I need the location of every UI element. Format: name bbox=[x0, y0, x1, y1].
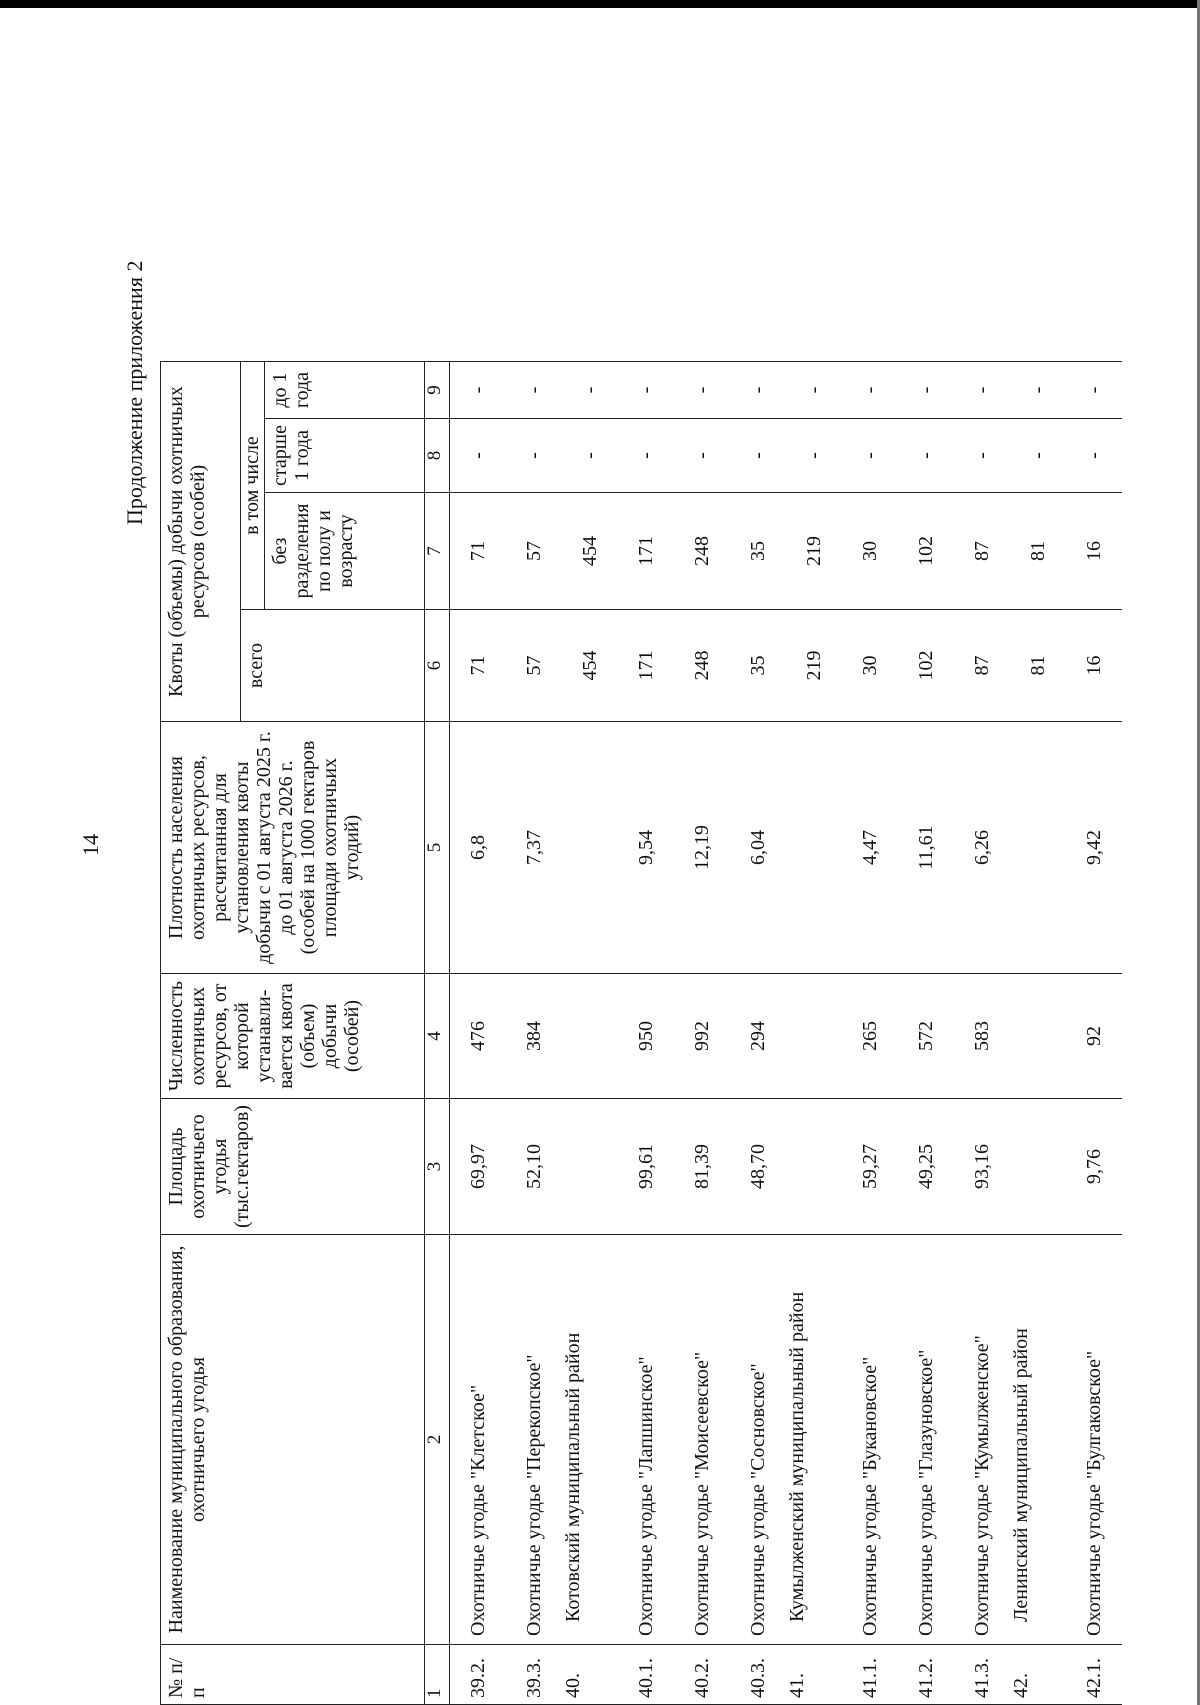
row-number: 40.2. bbox=[674, 1645, 730, 1705]
row-count: 950 bbox=[618, 974, 674, 1099]
index-cell: 9 bbox=[425, 362, 450, 419]
table-row bbox=[954, 362, 1010, 1705]
row-nodiv: 219 bbox=[786, 493, 842, 610]
row-count: 572 bbox=[898, 974, 954, 1099]
row-total: 219 bbox=[786, 610, 842, 722]
row-total: 81 bbox=[1010, 610, 1066, 722]
index-cell: 2 bbox=[425, 1235, 450, 1645]
table-row bbox=[1066, 362, 1122, 1705]
row-total: 87 bbox=[954, 610, 1010, 722]
row-nodiv: 102 bbox=[898, 493, 954, 610]
header-quota-group: Квоты (объемы) добычи охотничьих ресурсов (особей) bbox=[161, 362, 241, 722]
row-area: 9,76 bbox=[1066, 1099, 1122, 1235]
row-nodiv: 171 bbox=[618, 493, 674, 610]
row-nodiv: 57 bbox=[506, 493, 562, 610]
row-density: 11,61 bbox=[898, 722, 954, 974]
row-name: Ленинский муниципальный район bbox=[1010, 1235, 1066, 1645]
row-older: - bbox=[1066, 419, 1122, 493]
quota-table bbox=[160, 361, 1122, 1705]
row-density: 9,42 bbox=[1066, 722, 1122, 974]
row-area bbox=[562, 1099, 618, 1235]
row-young: - bbox=[674, 362, 730, 419]
row-older: - bbox=[842, 419, 898, 493]
index-row bbox=[425, 362, 450, 1705]
row-area bbox=[786, 1099, 842, 1235]
row-young: - bbox=[506, 362, 562, 419]
index-cell: 5 bbox=[425, 722, 450, 974]
row-density: 12,19 bbox=[674, 722, 730, 974]
row-count: 265 bbox=[842, 974, 898, 1099]
index-cell: 1 bbox=[425, 1645, 450, 1705]
row-number: 40.1. bbox=[618, 1645, 674, 1705]
row-area: 99,61 bbox=[618, 1099, 674, 1235]
row-density: 7,37 bbox=[506, 722, 562, 974]
row-name: Охотничье угодье "Лапшинское" bbox=[618, 1235, 674, 1645]
row-older: - bbox=[618, 419, 674, 493]
header-area: Площадь охотничьего угодья (тыс.гектаров) bbox=[161, 1099, 425, 1235]
table-row bbox=[786, 362, 842, 1705]
row-young: - bbox=[786, 362, 842, 419]
row-name: Охотничье угодье "Сосновское" bbox=[730, 1235, 786, 1645]
row-name: Охотничье угодье "Кумылженское" bbox=[954, 1235, 1010, 1645]
table-row bbox=[618, 362, 674, 1705]
appendix-label-text: Продолжение приложения 2 bbox=[122, 260, 147, 525]
row-older: - bbox=[730, 419, 786, 493]
row-name: Охотничье угодье "Перекопское" bbox=[506, 1235, 562, 1645]
row-count: 583 bbox=[954, 974, 1010, 1099]
row-area: 59,27 bbox=[842, 1099, 898, 1235]
appendix-label bbox=[122, 5, 148, 525]
row-nodiv: 35 bbox=[730, 493, 786, 610]
row-number: 41.2. bbox=[898, 1645, 954, 1705]
index-cell: 6 bbox=[425, 610, 450, 722]
row-total: 30 bbox=[842, 610, 898, 722]
row-density bbox=[562, 722, 618, 974]
row-number: 39.2. bbox=[450, 1645, 507, 1705]
header-total: всего bbox=[241, 610, 425, 722]
row-name: Кумылженский муниципальный район bbox=[786, 1235, 842, 1645]
row-young: - bbox=[730, 362, 786, 419]
row-nodiv: 248 bbox=[674, 493, 730, 610]
row-older: - bbox=[506, 419, 562, 493]
row-nodiv: 454 bbox=[562, 493, 618, 610]
header-older: старше 1 года bbox=[265, 419, 425, 493]
row-density: 4,47 bbox=[842, 722, 898, 974]
row-name: Охотничье угодье "Моисеевское" bbox=[674, 1235, 730, 1645]
table-body bbox=[450, 362, 1123, 1705]
header-name: Наименование муниципального образования, охотничьего угодья bbox=[161, 1235, 425, 1645]
row-young: - bbox=[1066, 362, 1122, 419]
row-name: Котовский муниципальный район bbox=[562, 1235, 618, 1645]
row-nodiv: 16 bbox=[1066, 493, 1122, 610]
table-row bbox=[730, 362, 786, 1705]
row-density: 6,8 bbox=[450, 722, 507, 974]
row-young: - bbox=[1010, 362, 1066, 419]
row-older: - bbox=[674, 419, 730, 493]
row-total: 71 bbox=[450, 610, 507, 722]
table-row bbox=[562, 362, 618, 1705]
row-count: 92 bbox=[1066, 974, 1122, 1099]
header-num: № п/п bbox=[161, 1645, 425, 1705]
row-number: 42. bbox=[1010, 1645, 1066, 1705]
row-nodiv: 30 bbox=[842, 493, 898, 610]
header-young: до 1 года bbox=[265, 362, 425, 419]
row-count bbox=[1010, 974, 1066, 1099]
row-total: 454 bbox=[562, 610, 618, 722]
row-number: 39.3. bbox=[506, 1645, 562, 1705]
row-young: - bbox=[842, 362, 898, 419]
page-number: 14 bbox=[78, 834, 103, 856]
row-area: 81,39 bbox=[674, 1099, 730, 1235]
row-area bbox=[1010, 1099, 1066, 1235]
table-row bbox=[450, 362, 507, 1705]
row-count bbox=[786, 974, 842, 1099]
row-young: - bbox=[618, 362, 674, 419]
index-cell: 7 bbox=[425, 493, 450, 610]
row-number: 41.3. bbox=[954, 1645, 1010, 1705]
index-cell: 3 bbox=[425, 1099, 450, 1235]
row-count: 294 bbox=[730, 974, 786, 1099]
row-area: 52,10 bbox=[506, 1099, 562, 1235]
row-total: 57 bbox=[506, 610, 562, 722]
row-area: 69,97 bbox=[450, 1099, 507, 1235]
table-row bbox=[898, 362, 954, 1705]
row-count bbox=[562, 974, 618, 1099]
row-number: 40. bbox=[562, 1645, 618, 1705]
row-area: 49,25 bbox=[898, 1099, 954, 1235]
row-nodiv: 71 bbox=[450, 493, 507, 610]
row-density: 6,04 bbox=[730, 722, 786, 974]
row-density: 9,54 bbox=[618, 722, 674, 974]
row-area: 48,70 bbox=[730, 1099, 786, 1235]
row-density bbox=[786, 722, 842, 974]
header-count: Численность охотничьих ресурсов, от которой устанавли-вается квота (объем) добычи (особей) bbox=[161, 974, 425, 1099]
row-young: - bbox=[562, 362, 618, 419]
header-density: Плотность населения охотничьих ресурсов, рассчитанная для установления квоты добычи с 01 августа 2025 г. до 01 августа 2026 г. (особей на 1000 гектаров площади охотничьих угодий) bbox=[161, 722, 425, 974]
row-name: Охотничье угодье "Букановское" bbox=[842, 1235, 898, 1645]
row-older: - bbox=[1010, 419, 1066, 493]
row-name: Охотничье угодье "Клетское" bbox=[450, 1235, 507, 1645]
row-count: 992 bbox=[674, 974, 730, 1099]
row-total: 16 bbox=[1066, 610, 1122, 722]
table-row bbox=[506, 362, 562, 1705]
row-number: 41. bbox=[786, 1645, 842, 1705]
row-number: 40.3. bbox=[730, 1645, 786, 1705]
table-row bbox=[674, 362, 730, 1705]
table-row bbox=[1010, 362, 1066, 1705]
table-row bbox=[842, 362, 898, 1705]
row-name: Охотничье угодье "Глазуновское" bbox=[898, 1235, 954, 1645]
header-incl-group: в том числе bbox=[241, 362, 265, 610]
row-nodiv: 81 bbox=[1010, 493, 1066, 610]
row-older: - bbox=[450, 419, 507, 493]
row-young: - bbox=[450, 362, 507, 419]
row-young: - bbox=[954, 362, 1010, 419]
row-young: - bbox=[898, 362, 954, 419]
row-name: Охотничье угодье "Булгаковское" bbox=[1066, 1235, 1122, 1645]
row-total: 248 bbox=[674, 610, 730, 722]
row-total: 171 bbox=[618, 610, 674, 722]
row-area: 93,16 bbox=[954, 1099, 1010, 1235]
row-density bbox=[1010, 722, 1066, 974]
row-total: 102 bbox=[898, 610, 954, 722]
row-count: 384 bbox=[506, 974, 562, 1099]
row-number: 41.1. bbox=[842, 1645, 898, 1705]
index-cell: 4 bbox=[425, 974, 450, 1099]
row-older: - bbox=[562, 419, 618, 493]
row-older: - bbox=[786, 419, 842, 493]
header-nodiv: без разделения по полу и возрасту bbox=[265, 493, 425, 610]
row-older: - bbox=[954, 419, 1010, 493]
row-density: 6,26 bbox=[954, 722, 1010, 974]
row-nodiv: 87 bbox=[954, 493, 1010, 610]
row-older: - bbox=[898, 419, 954, 493]
row-total: 35 bbox=[730, 610, 786, 722]
index-cell: 8 bbox=[425, 419, 450, 493]
row-number: 42.1. bbox=[1066, 1645, 1122, 1705]
row-count: 476 bbox=[450, 974, 507, 1099]
